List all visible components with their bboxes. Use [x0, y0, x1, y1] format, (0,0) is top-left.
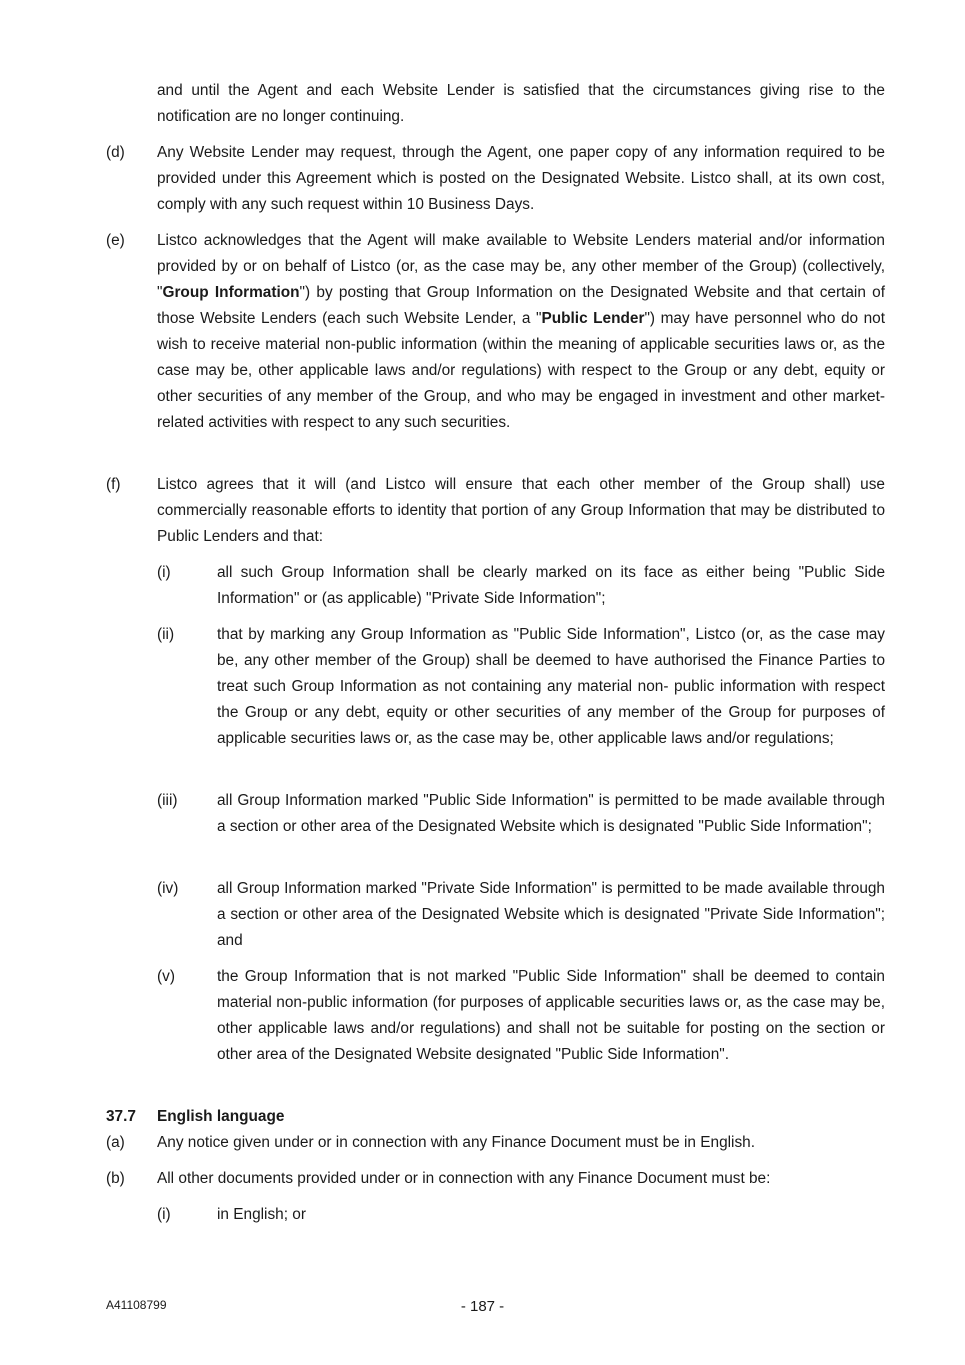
para-e-text-part: ") by posting that Group Information on the Designated Website and that certain of those Website Lenders (each such Website Lender, a ": [157, 284, 885, 327]
continuation-paragraph: and until the Agent and each Website Lender is satisfied that the circumstances giving rise to the notification are no longer continuing.: [157, 82, 885, 125]
para-e-text-part: ") may have personnel who do not wish to receive material non-public information (within the meaning of applicable securities laws or, as the case may be, other applicable laws and/or regulations) with respect to the Group or any debt, equity or other securities of any member of the Group, and who may be engaged in investment and other market-related activities with respect to any such securities.: [157, 310, 885, 431]
defined-term-group-information: Group Information: [162, 284, 300, 301]
para-e-text-part: Listco acknowledges that the Agent will make available to Website Lenders material and/or information provided by or on behalf of Listco (or, as the case may be, any other member of the Group) (collectively, ": [157, 232, 885, 301]
para-b-i-label: (i): [157, 1206, 171, 1223]
para-b-label: (b): [106, 1170, 125, 1187]
document-reference: A41108799: [106, 1298, 167, 1312]
para-f-i-text: all such Group Information shall be clearly marked on its face as either being "Public Side Information" or (as applicable) "Private Side Information";: [217, 564, 885, 607]
para-f-iii-text: all Group Information marked "Public Side Information" is permitted to be made available through a section or other area of the Designated Website which is designated "Public Side Information";: [217, 792, 885, 835]
para-f-v-label: (v): [157, 968, 175, 985]
para-f-ii-label: (ii): [157, 626, 175, 643]
para-d-text: Any Website Lender may request, through the Agent, one paper copy of any information required to be provided under this Agreement which is posted on the Designated Website. Listco shall, at its own cost, comply with any such request within 10 Business Days.: [157, 144, 885, 213]
para-f-iv-label: (iv): [157, 880, 179, 897]
para-f-iii-label: (iii): [157, 792, 178, 809]
para-e-text: [157, 228, 885, 436]
para-f-ii-text: that by marking any Group Information as "Public Side Information", Listco (or, as the case may be, any other member of the Group) shall be deemed to have authorised the Finance Parties to treat such Group Information as not containing any material non- public information with respect the Group or any debt, equity or other securities of any member of the Group for purposes of applicable securities laws or, as the case may be, other applicable laws and/or regulations;: [217, 626, 885, 747]
para-f-v-text: the Group Information that is not marked "Public Side Information" shall be deemed to contain material non-public information (for purposes of applicable securities laws or, as the case may be, other applicable laws and/or regulations) and shall not be suitable for posting on the section or other area of the Designated Website designated "Public Side Information".: [217, 968, 885, 1063]
para-b-i-text: in English; or: [217, 1206, 306, 1223]
defined-term-public-lender: Public Lender: [541, 310, 645, 327]
para-b-text: All other documents provided under or in connection with any Finance Document must be:: [157, 1170, 771, 1187]
page-number: - 187 -: [460, 1298, 505, 1315]
section-title: English language: [157, 1108, 285, 1125]
para-f-label: (f): [106, 476, 121, 493]
para-a-text: Any notice given under or in connection with any Finance Document must be in English.: [157, 1134, 756, 1151]
para-d-label: (d): [106, 144, 125, 161]
section-number: 37.7: [106, 1108, 136, 1125]
para-f-text: Listco agrees that it will (and Listco will ensure that each other member of the Group shall) use commercially reasonable efforts to identity that portion of any Group Information that may be distributed to Public Lenders and that:: [157, 476, 885, 545]
para-e-label: (e): [106, 232, 125, 249]
para-a-label: (a): [106, 1134, 125, 1151]
para-f-iv-text: all Group Information marked "Private Side Information" is permitted to be made available through a section or other area of the Designated Website which is designated "Private Side Information"; and: [217, 880, 885, 949]
para-f-i-label: (i): [157, 564, 171, 581]
